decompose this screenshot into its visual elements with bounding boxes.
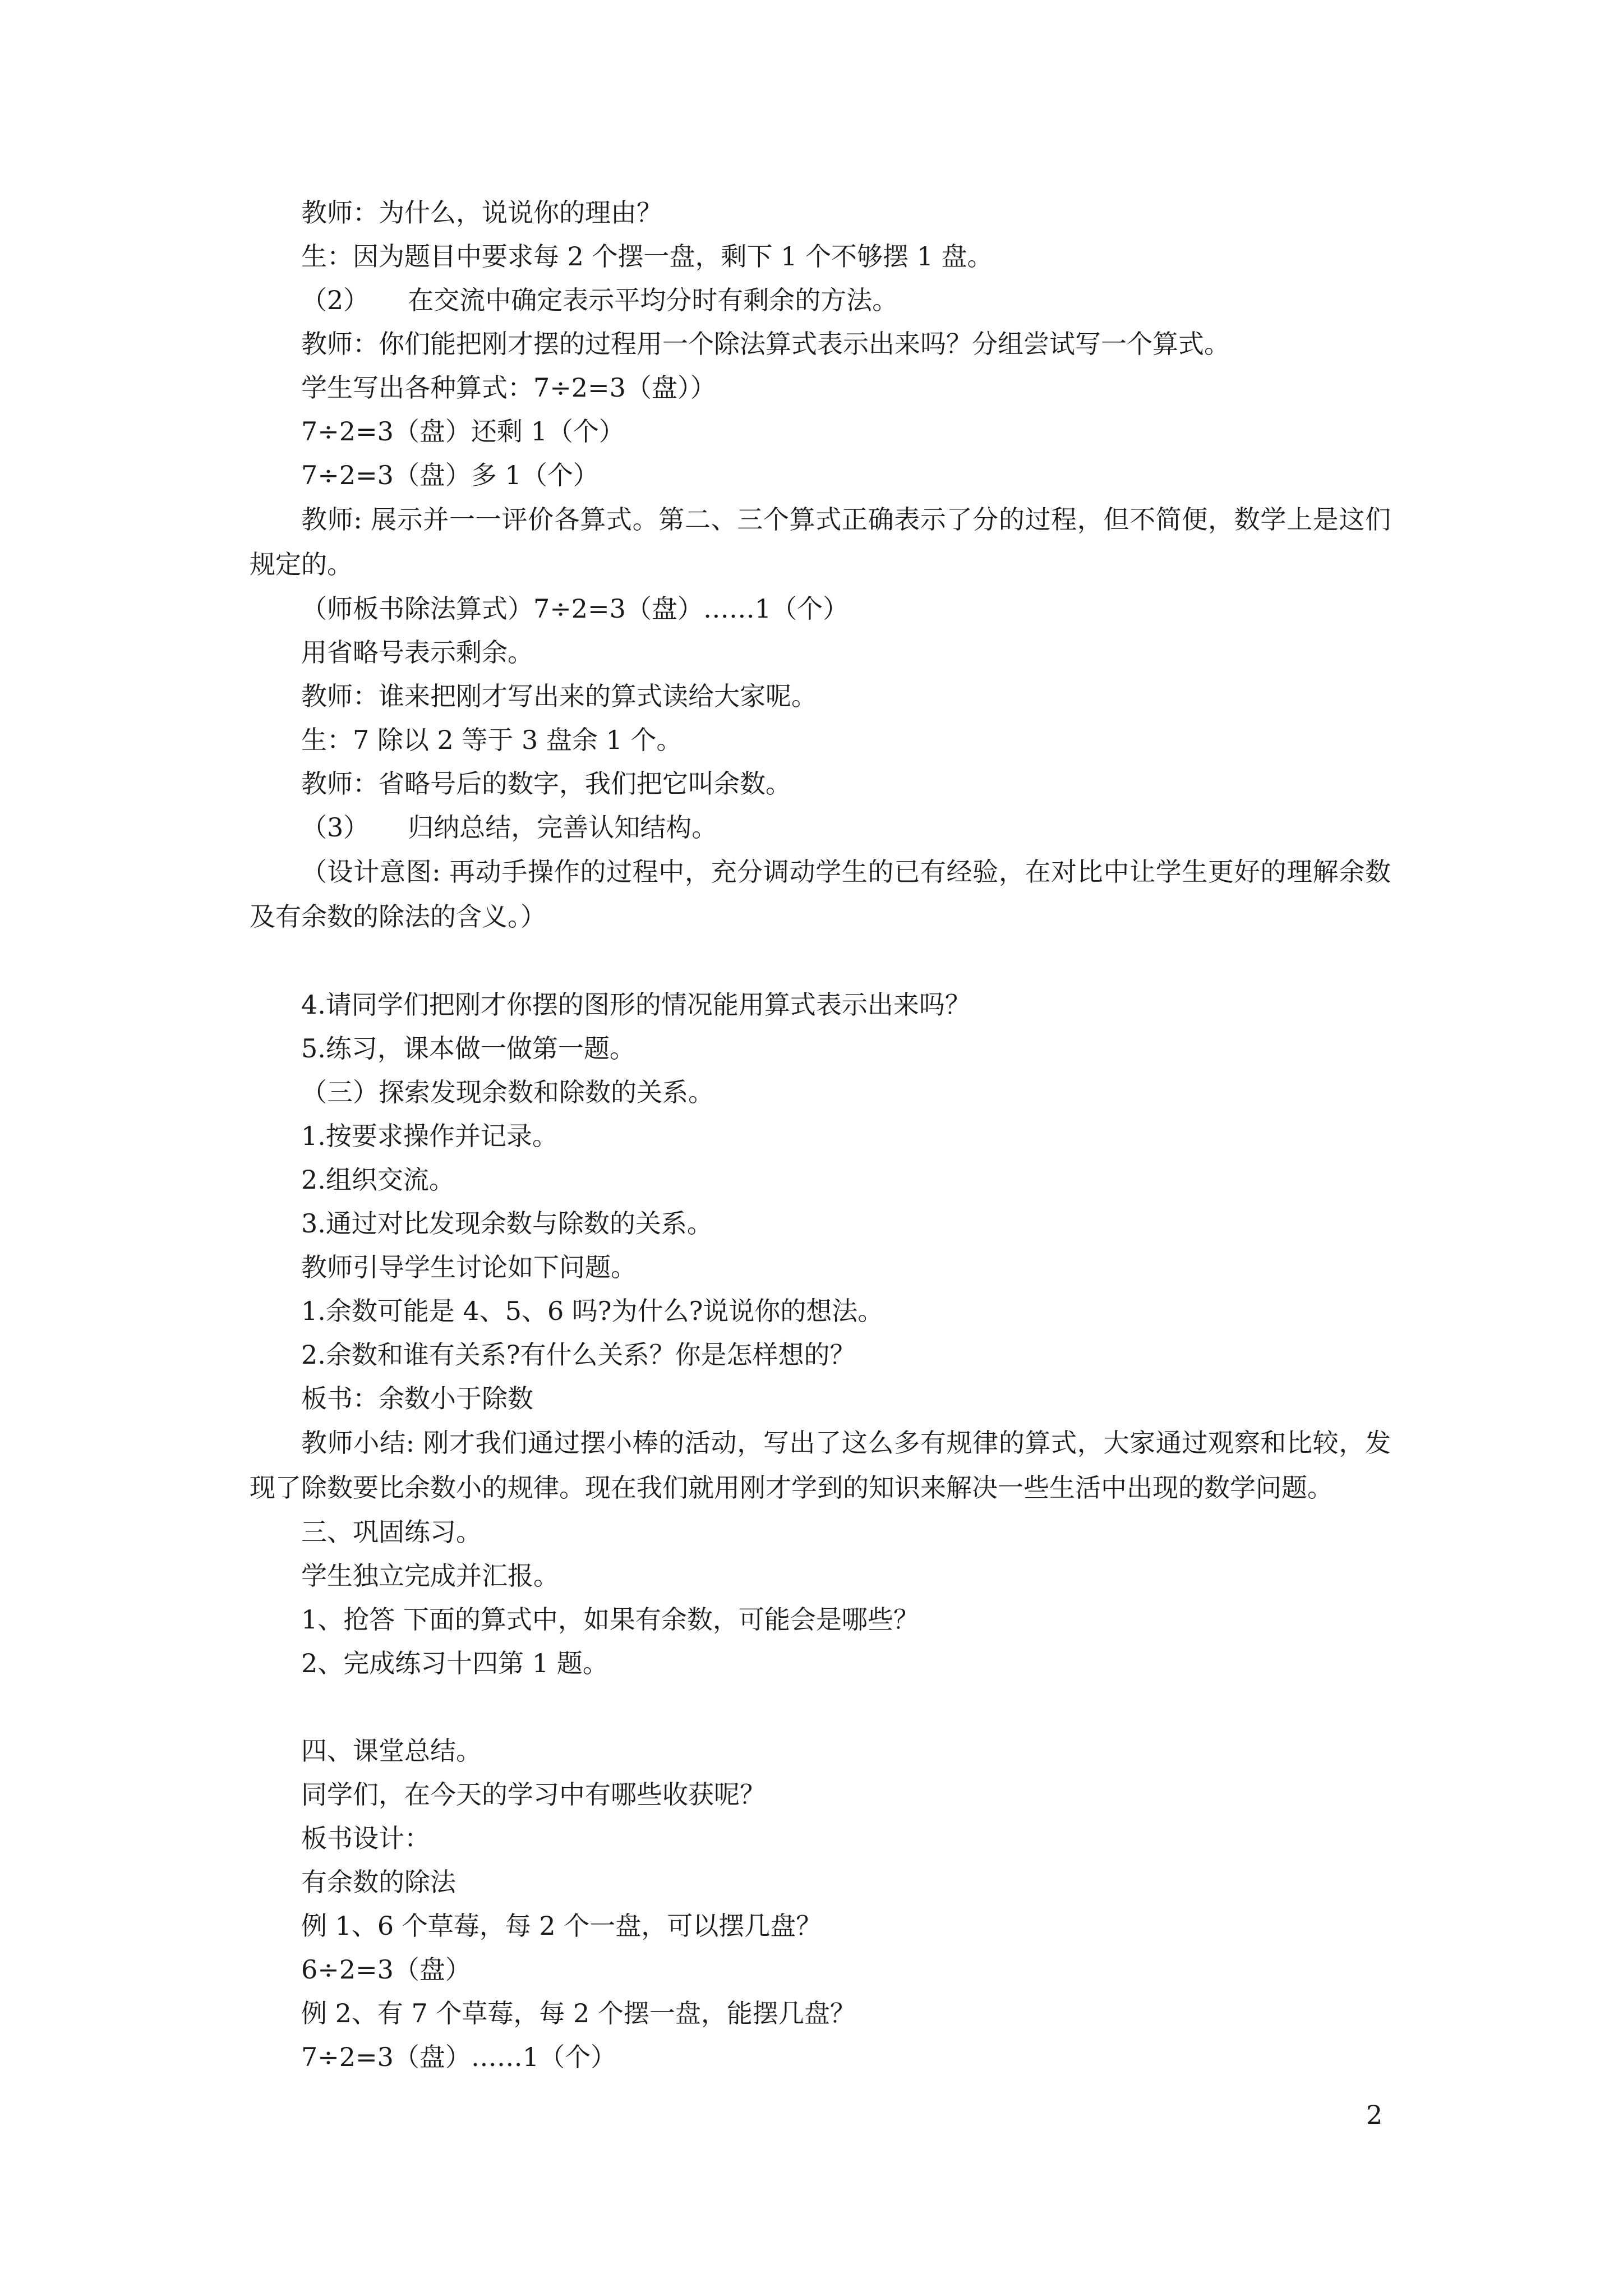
- paragraph: 5.练习，课本做一做第一题。: [301, 1033, 635, 1064]
- paragraph: 生：7 除以 2 等于 3 盘余 1 个。: [301, 725, 683, 755]
- paragraph: 7÷2=3（盘）多 1（个）: [301, 460, 599, 490]
- paragraph: 教师：为什么，说说你的理由？: [301, 197, 662, 228]
- paragraph: （师板书除法算式）7÷2=3（盘）……1（个）: [301, 593, 849, 624]
- paragraph: 6÷2=3（盘）: [301, 1954, 471, 1985]
- paragraph: 学生独立完成并汇报。: [301, 1561, 559, 1591]
- paragraph: 教师：省略号后的数字，我们把它叫余数。: [301, 769, 791, 799]
- paragraph: 教师小结: 刚才我们通过摆小棒的活动，写出了这么多有规律的算式，大家通过观察和比较，发现了除数要比余数小的规律。现在我们就用刚才学到的知识来解决一些生活中出现的数学问题。: [250, 1428, 1391, 1503]
- paragraph: 例 1、6 个草莓，每 2 个一盘，可以摆几盘？: [301, 1911, 822, 1941]
- paragraph: 同学们，在今天的学习中有哪些收获呢？: [301, 1779, 766, 1810]
- paragraph: （设计意图: 再动手操作的过程中，充分调动学生的已有经验，在对比中让学生更好的理解余数及有余数的除法的含义。）: [250, 857, 1391, 932]
- paragraph: 4.请同学们把刚才你摆的图形的情况能用算式表示出来吗？: [301, 990, 971, 1020]
- paragraph: 2.余数和谁有关系?有什么关系？你是怎样想的？: [301, 1340, 856, 1370]
- paragraph: 7÷2=3（盘）……1（个）: [301, 2042, 617, 2072]
- paragraph: 板书设计：: [301, 1823, 430, 1853]
- paragraph: 3.通过对比发现余数与除数的关系。: [301, 1208, 713, 1239]
- paragraph: 2、完成练习十四第 1 题。: [301, 1648, 608, 1678]
- page-number: 2: [1366, 2100, 1383, 2130]
- paragraph: 例 2、有 7 个草莓，每 2 个摆一盘，能摆几盘？: [301, 1998, 856, 2028]
- paragraph: 有余数的除法: [301, 1867, 456, 1897]
- document-body: [250, 191, 1391, 2079]
- paragraph: （2） 在交流中确定表示平均分时有剩余的方法。: [301, 285, 898, 315]
- paragraph: 学生写出各种算式：7÷2=3（盘））: [301, 372, 716, 403]
- paragraph: 板书：余数小于除数: [301, 1383, 533, 1414]
- paragraph: 教师: 展示并一一评价各算式。第二、三个算式正确表示了分的过程，但不简便，数学上是这们规定的。: [250, 504, 1391, 579]
- paragraph: 教师：谁来把刚才写出来的算式读给大家呢。: [301, 681, 817, 711]
- paragraph: 7÷2=3（盘）还剩 1（个）: [301, 416, 625, 447]
- paragraph: 1、抢答 下面的算式中，如果有余数，可能会是哪些？: [301, 1604, 919, 1635]
- section-heading: 三、巩固练习。: [301, 1517, 482, 1547]
- paragraph: 生：因为题目中要求每 2 个摆一盘，剩下 1 个不够摆 1 盘。: [301, 241, 993, 272]
- blank-line: [250, 1685, 1391, 1729]
- paragraph: （3） 归纳总结，完善认知结构。: [301, 812, 718, 843]
- paragraph: 1.余数可能是 4、5、6 吗?为什么?说说你的想法。: [301, 1296, 884, 1326]
- paragraph: 用省略号表示剩余。: [301, 637, 533, 668]
- paragraph: 1.按要求操作并记录。: [301, 1121, 558, 1151]
- section-heading: 四、课堂总结。: [301, 1736, 482, 1766]
- blank-line: [250, 939, 1391, 983]
- paragraph: 教师引导学生讨论如下问题。: [301, 1252, 637, 1282]
- section-heading: （三）探索发现余数和除数的关系。: [301, 1077, 714, 1107]
- paragraph: 2.组织交流。: [301, 1165, 455, 1195]
- paragraph: 教师：你们能把刚才摆的过程用一个除法算式表示出来吗？分组尝试写一个算式。: [301, 329, 1230, 359]
